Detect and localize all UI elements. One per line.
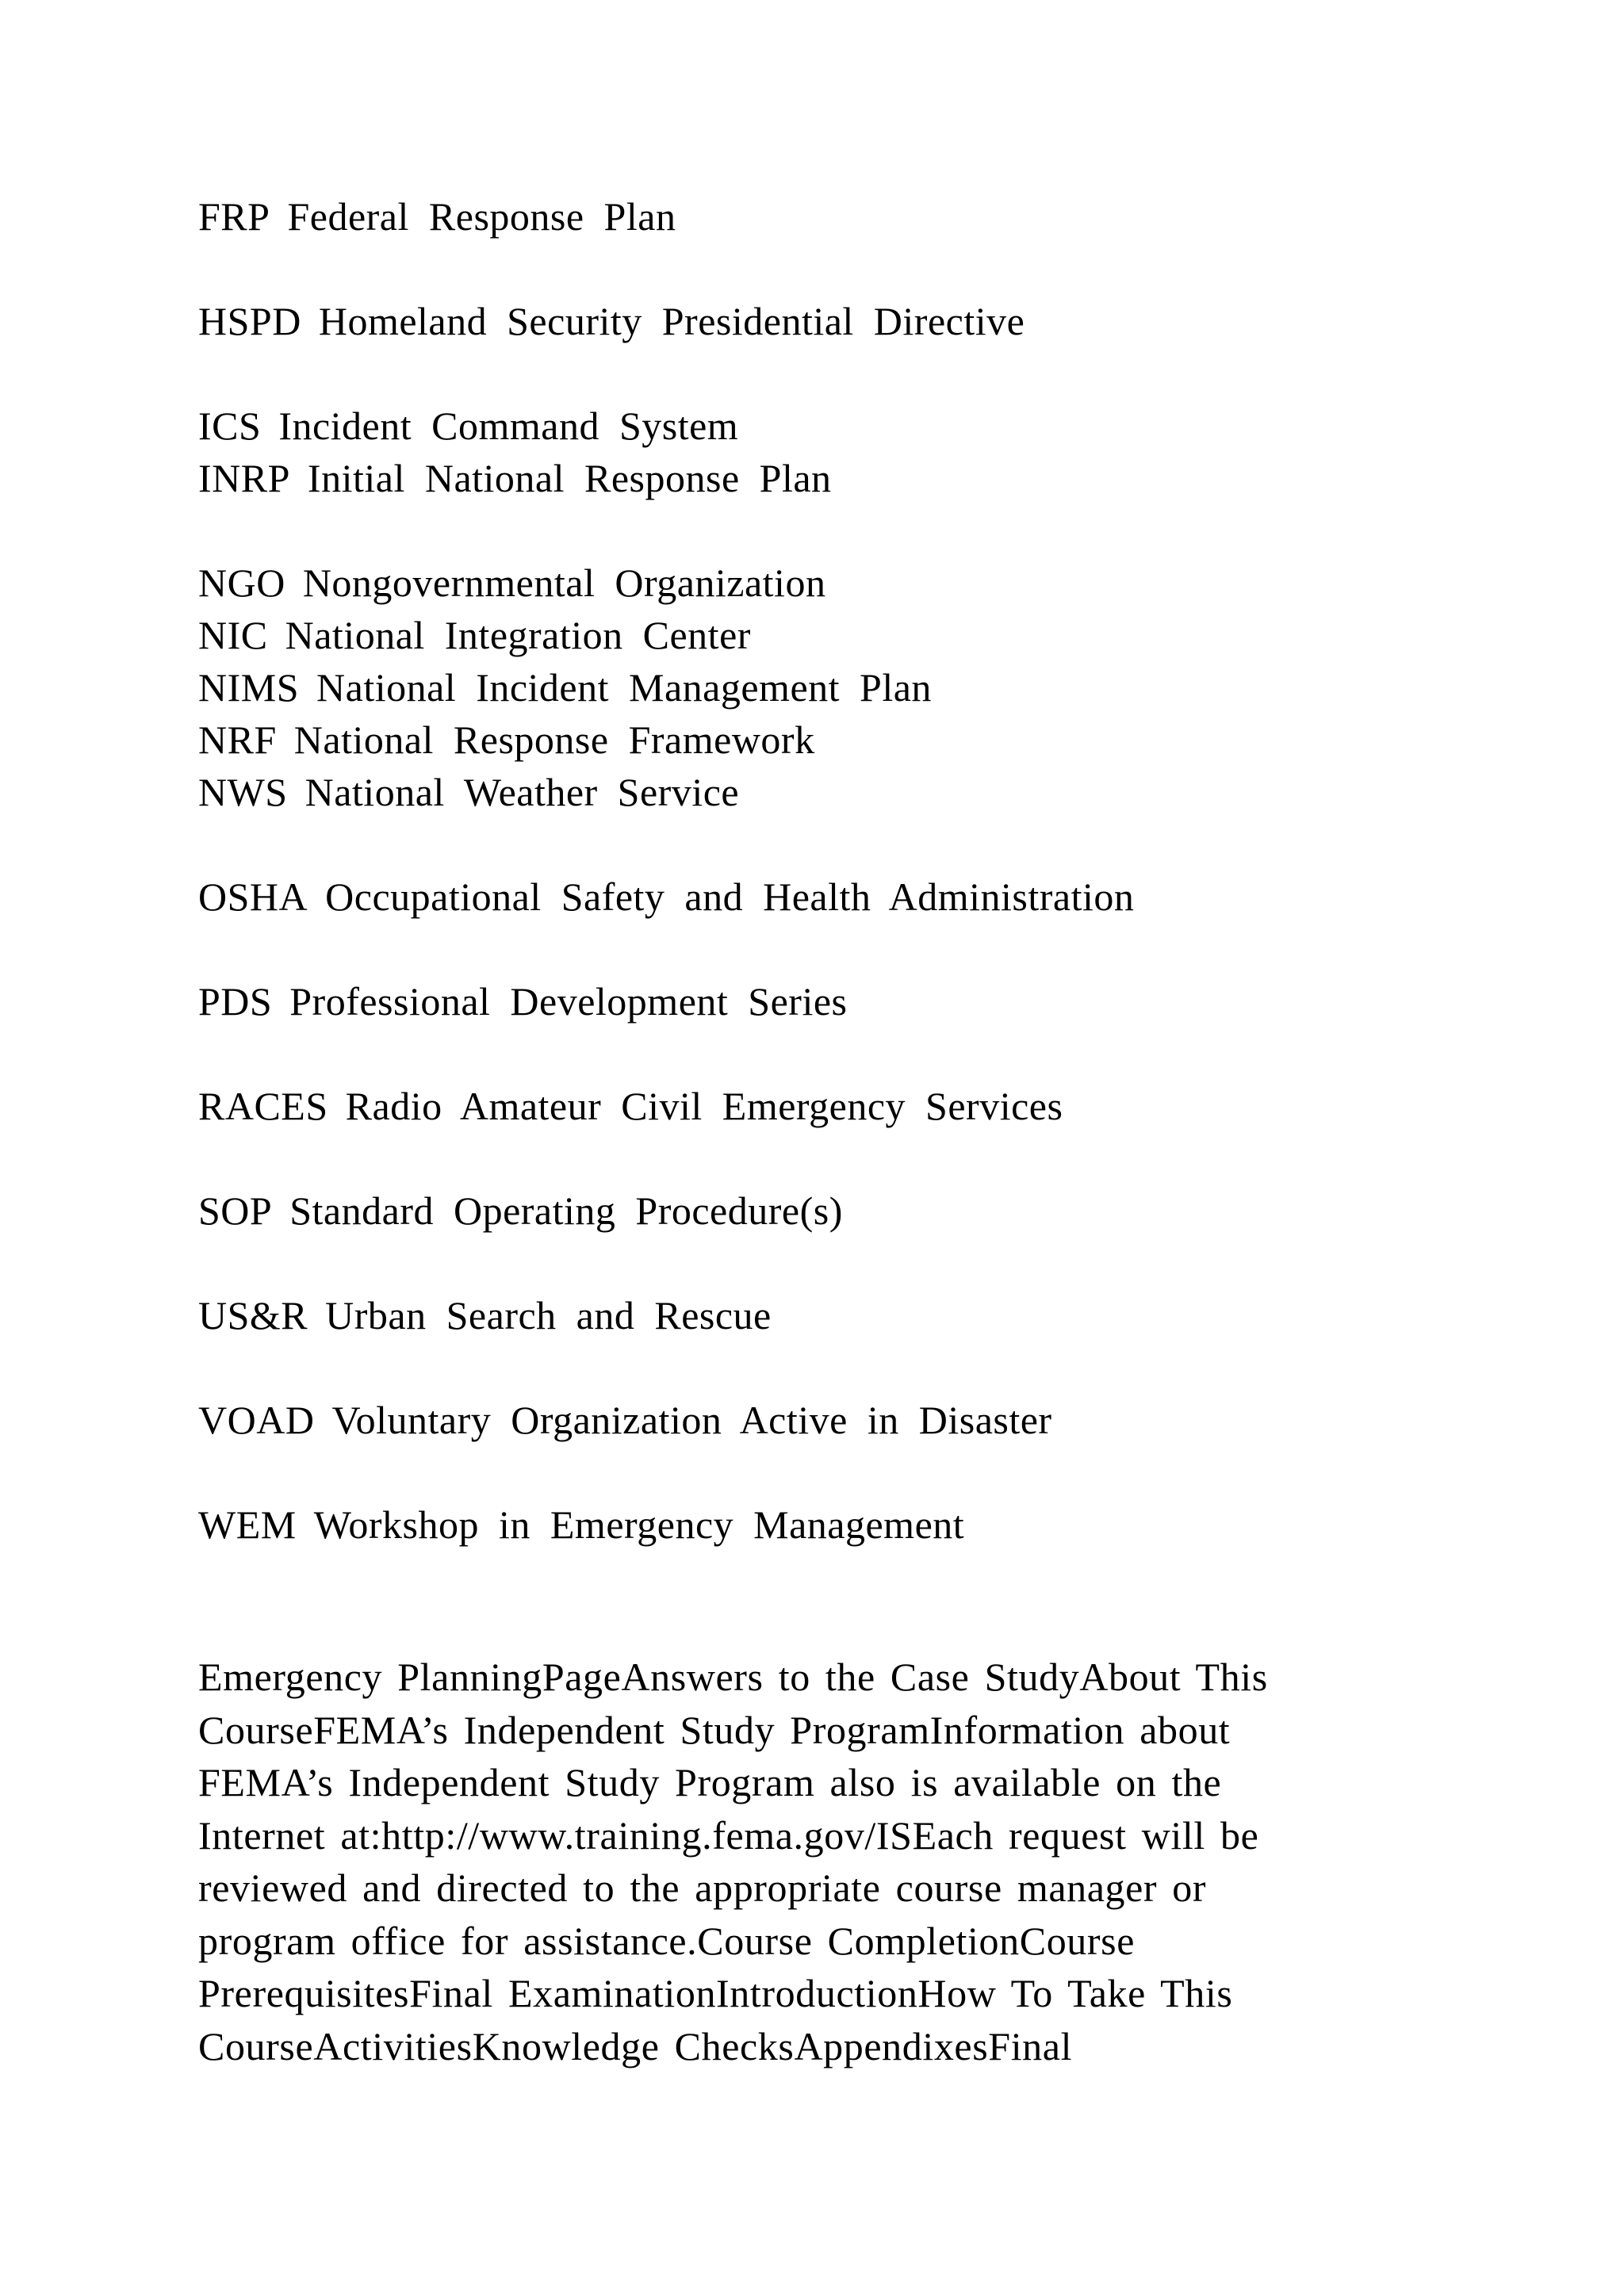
- acronym: NWS: [198, 770, 288, 814]
- acronym: INRP: [198, 456, 290, 500]
- acronym-definition: National Response Framework: [293, 718, 815, 762]
- acronym-definition: Incident Command System: [278, 404, 739, 448]
- glossary-group: [198, 190, 1507, 243]
- acronym-glossary: [198, 190, 1507, 1603]
- acronym: OSHA: [198, 874, 308, 919]
- acronym-definition: Voluntary Organization Active in Disaster: [331, 1398, 1052, 1442]
- acronym-definition: National Weather Service: [304, 770, 740, 814]
- paragraph-line: Emergency PlanningPageAnswers to the Case StudyAbout This: [198, 1655, 1268, 1699]
- glossary-group: [198, 400, 1507, 504]
- glossary-entry: [198, 295, 1507, 347]
- glossary-entry: [198, 975, 1507, 1027]
- acronym-definition: National Incident Management Plan: [316, 665, 932, 710]
- glossary-entry: [198, 609, 1507, 661]
- acronym: NGO: [198, 561, 285, 605]
- acronym: NIMS: [198, 665, 300, 710]
- glossary-group: [198, 1289, 1507, 1341]
- acronym: NRF: [198, 718, 277, 762]
- acronym-definition: Federal Response Plan: [287, 194, 676, 239]
- acronym-definition: Occupational Safety and Health Administration: [325, 874, 1135, 919]
- glossary-group: [198, 1394, 1507, 1446]
- paragraph-line: Internet at:http://www.training.fema.gov/ISEach request will be: [198, 1812, 1259, 1858]
- glossary-group: [198, 975, 1507, 1027]
- acronym: ICS: [198, 404, 262, 448]
- glossary-entry: [198, 1289, 1507, 1341]
- glossary-group: [198, 1498, 1507, 1551]
- glossary-group: [198, 1080, 1507, 1132]
- acronym: HSPD: [198, 299, 301, 343]
- acronym-definition: Urban Search and Rescue: [325, 1293, 772, 1337]
- paragraph-line: CourseFEMA’s Independent Study ProgramInformation about: [198, 1707, 1231, 1752]
- acronym: NIC: [198, 613, 268, 657]
- acronym-definition: Workshop in Emergency Management: [313, 1502, 965, 1547]
- acronym: SOP: [198, 1188, 273, 1233]
- acronym: WEM: [198, 1502, 297, 1547]
- paragraph-line: reviewed and directed to the appropriate course manager or: [198, 1866, 1207, 1910]
- acronym: VOAD: [198, 1398, 315, 1442]
- glossary-entry: [198, 400, 1507, 452]
- glossary-entry: [198, 190, 1507, 243]
- glossary-entry: [198, 557, 1507, 609]
- paragraph-line: program office for assistance.Course CompletionCourse: [198, 1918, 1135, 1963]
- glossary-entry: [198, 1184, 1507, 1237]
- paragraph-line: CourseActivitiesKnowledge ChecksAppendixesFinal: [198, 2023, 1073, 2068]
- acronym: RACES: [198, 1084, 328, 1128]
- acronym-definition: Nongovernmental Organization: [302, 561, 826, 605]
- glossary-entry: [198, 766, 1507, 818]
- acronym-definition: Initial National Response Plan: [307, 456, 832, 500]
- acronym: US&R: [198, 1293, 308, 1337]
- paragraph-line: PrerequisitesFinal ExaminationIntroductionHow To Take This: [198, 1971, 1233, 2015]
- glossary-group: [198, 1184, 1507, 1237]
- glossary-entry: [198, 1080, 1507, 1132]
- glossary-entry: [198, 1394, 1507, 1446]
- glossary-entry: [198, 714, 1507, 766]
- acronym-definition: Radio Amateur Civil Emergency Services: [345, 1084, 1063, 1128]
- course-contents-paragraph: [198, 1651, 1435, 2072]
- glossary-entry: [198, 661, 1507, 714]
- acronym: FRP: [198, 194, 270, 239]
- acronym-definition: Homeland Security Presidential Directive: [318, 299, 1025, 343]
- paragraph-line: FEMA’s Independent Study Program also is available on the: [198, 1760, 1222, 1804]
- glossary-group: [198, 871, 1507, 923]
- glossary-group: [198, 295, 1507, 347]
- glossary-entry: [198, 452, 1507, 504]
- glossary-entry: [198, 1498, 1507, 1551]
- acronym-definition: National Integration Center: [285, 613, 751, 657]
- glossary-group: [198, 557, 1507, 818]
- acronym: PDS: [198, 979, 273, 1024]
- glossary-entry: [198, 871, 1507, 923]
- acronym-definition: Standard Operating Procedure(s): [289, 1188, 843, 1233]
- acronym-definition: Professional Development Series: [289, 979, 848, 1024]
